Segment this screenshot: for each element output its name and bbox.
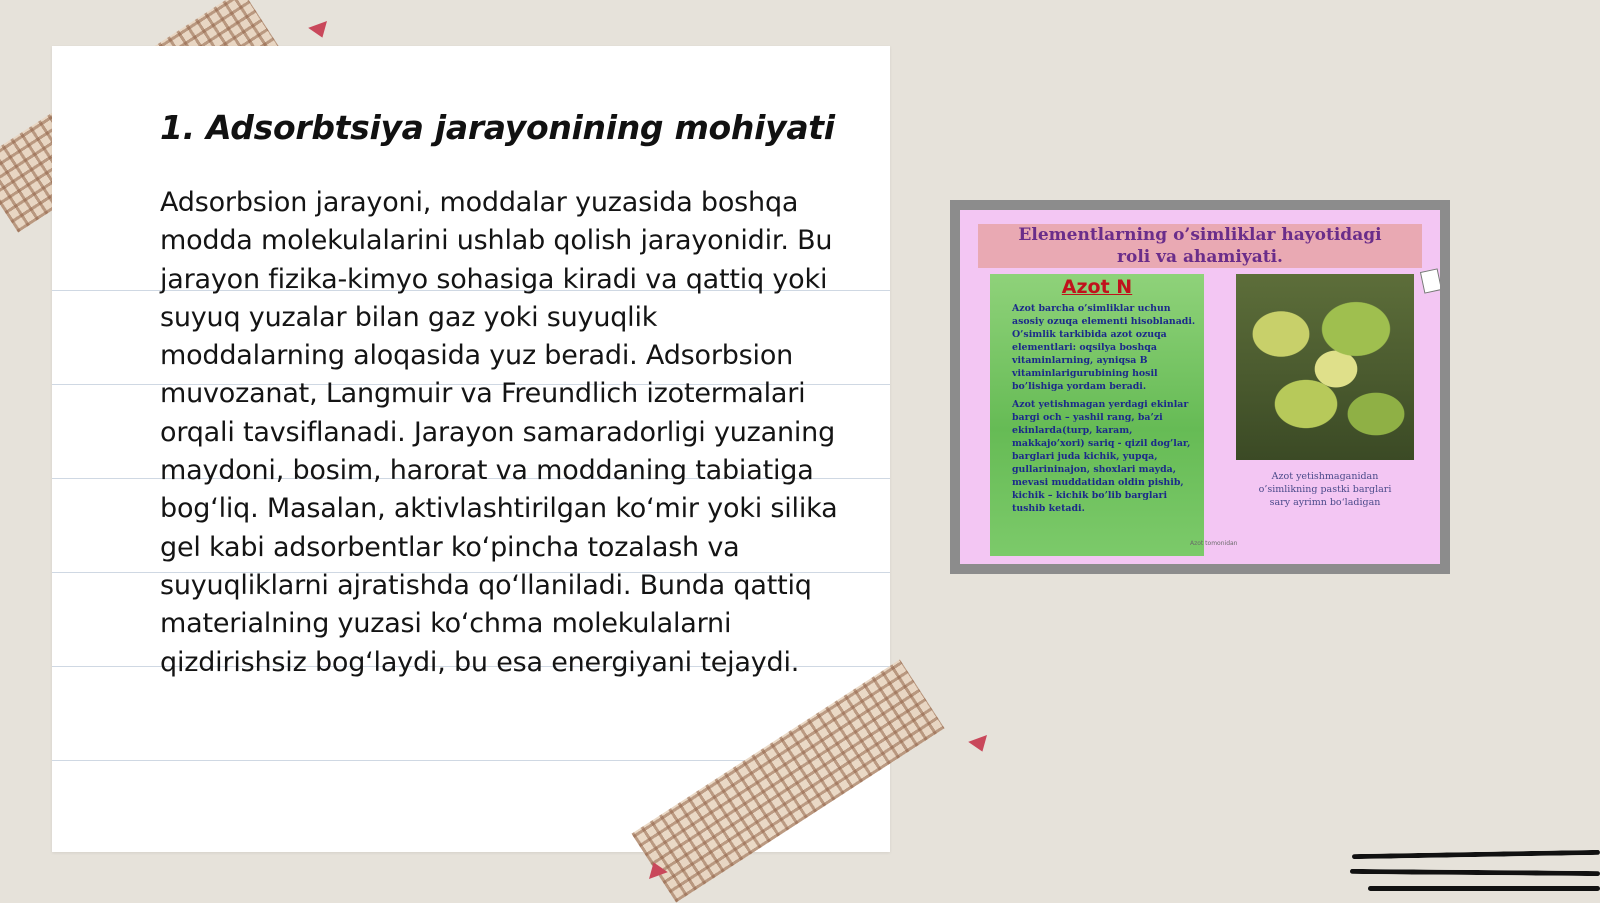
notebook-paper xyxy=(52,46,890,852)
slide-paragraph: Azot yetishmagan yerdagi ekinlar bargi och – yashil rang, ba’zi ekinlarda(turp, karam, makkajo’xori) sariq - qizil dog’lar, barglari juda kichik, yupqa, gullarininajon, shoxlari mayda, mevasi muddatidan oldin pishib, kichik – kichik bo’lib barglari tushib ketadi. xyxy=(1012,399,1191,514)
slide-text-panel xyxy=(990,274,1204,556)
slide-title-line: roli va ahamiyati. xyxy=(1117,247,1283,267)
slide-paragraph: Azot barcha o’simliklar uchun asosiy ozuqa elementi hisoblanadi. O’simlik tarkibida azot ozuqa elementlari: oqsilya boshqa vitaminlarning, ayniqsa B vitaminlarigurubining hosil bo’lishiga yordam beradi. xyxy=(1012,303,1196,392)
brush-stroke-decoration xyxy=(1352,850,1600,859)
document-icon xyxy=(1420,268,1440,293)
section-body-text: Adsorbsion jarayoni, moddalar yuzasida boshqa modda molekulalarini ushlab qolish jarayonidir. Bu jarayon fizika-kimyo sohasiga kiradi va qattiq yoki suyuq yuzalar bilan gaz yoki suyuqlik moddalarning aloqasida yuz beradi. Adsorbsion muvozanat, Langmuir va Freundlich izotermalari orqali tavsiflanadi. Jarayon samaradorligi yuzaning maydoni, bosim, harorat va moddaning tabiatiga bog‘liq. Masalan, aktivlashtirilgan ko‘mir yoki silika gel kabi adsorbentlar ko‘pincha tozalash va suyuqliklarni ajratishda qo‘llaniladi. Bunda qattiq materialning yuzasi ko‘chma molekulalarni qizdirishsiz bog‘laydi, bu esa energiyani tejaydi. xyxy=(160,187,838,678)
brush-stroke-decoration xyxy=(1350,869,1600,876)
brush-stroke-decoration xyxy=(1368,886,1600,891)
slide-title xyxy=(978,224,1422,268)
embedded-slide-image xyxy=(950,200,1450,574)
slide-panel-text xyxy=(1012,302,1196,515)
section-title: 1. Adsorbtsiya jarayonining mohiyati xyxy=(160,108,835,147)
tape-corner-decoration xyxy=(308,21,332,41)
slide-title-line: Elementlarning o’simliklar hayotidagi xyxy=(1018,225,1382,245)
plant-photo-caption: Azot yetishmaganidan o’simlikning pastki barglari sary ayrimn bo‘ladigan xyxy=(1258,471,1392,508)
plant-photo xyxy=(1236,274,1414,460)
slide-heading: Azot N xyxy=(1061,276,1133,298)
slide-canvas xyxy=(960,210,1440,564)
tape-corner-decoration xyxy=(968,735,992,755)
slide-footnote: Azot tomonidan xyxy=(1190,540,1238,547)
